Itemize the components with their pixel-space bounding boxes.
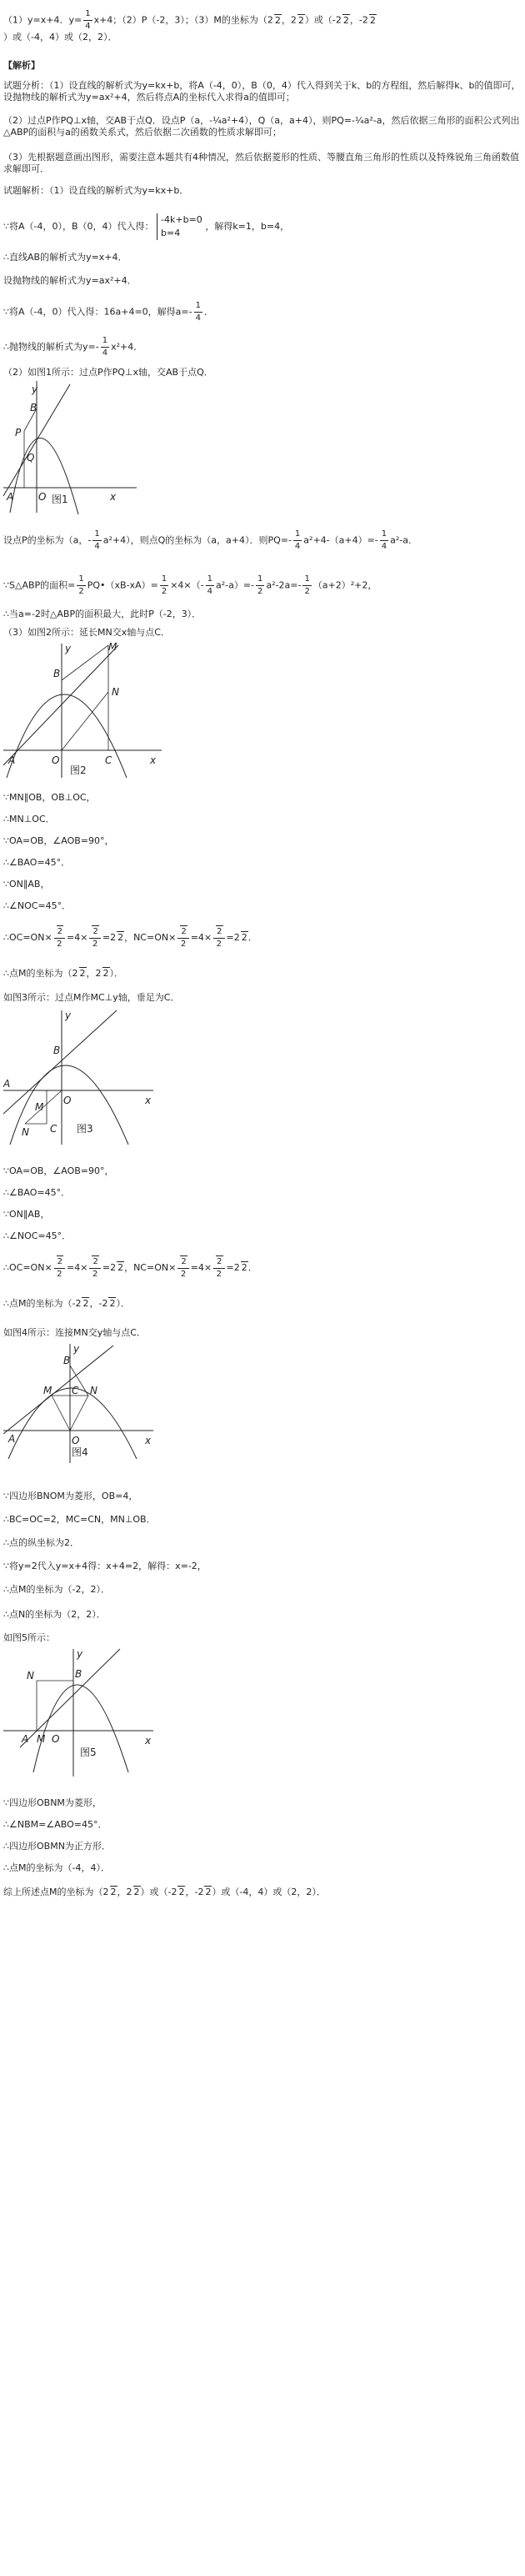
answer-line-1: （1）y=x+4．y= $\frac{1}{4}$ x+4；（2）P（-2，3）；（3）M的坐标为（2 2，2 2）或（-2 2，-2 2 bbox=[3, 9, 376, 31]
fig2-label: C bbox=[105, 754, 112, 766]
fig5-label: y bbox=[77, 1648, 83, 1660]
solution-line: 设点P的坐标为（a，- $\frac{1}{4}$ a²+4），则点Q的坐标为（a，a+4）．则PQ=- $\frac{1}{4}$ a²+4-（a+4）=- $\frac{1}{4}$ a²-a． bbox=[3, 529, 418, 551]
fig5-label: N bbox=[27, 1670, 34, 1681]
solution-line: ∴OC=ON× $\frac{2}{2}$ =4× $\frac{2}{2}$ =2 2，NC=ON× $\frac{2}{2}$ =4× $\frac{2}{2}$ =2 2． bbox=[3, 927, 258, 949]
fig2-label: B bbox=[53, 668, 61, 679]
solution-line: ∵OA=OB，∠AOB=90°， bbox=[3, 835, 114, 846]
solution-line: ∴点M的坐标为（-2，2）． bbox=[3, 1584, 110, 1595]
solution-line: ∵OA=OB，∠AOB=90°， bbox=[3, 1165, 114, 1176]
answer-line-2: ）或（-4，4）或（2，2）． bbox=[3, 32, 118, 43]
fig2-label: y bbox=[65, 643, 72, 654]
figure-2 bbox=[3, 640, 170, 782]
solution-line: ∴BC=OC=2，MC=CN，MN⊥OB． bbox=[3, 1514, 156, 1525]
solution-line: ∴当a=-2时△ABP的面积最大，此时P（-2，3）． bbox=[3, 609, 202, 619]
fig3-label: B bbox=[53, 1045, 61, 1056]
solution-line: ∴∠NBM=∠ABO=45°． bbox=[3, 1819, 108, 1830]
fig3-label: M bbox=[35, 1101, 44, 1113]
fig5-label: M bbox=[37, 1733, 46, 1745]
fig3-label: x bbox=[145, 1095, 152, 1106]
fig3-label: O bbox=[63, 1095, 72, 1106]
fig4-label: x bbox=[145, 1435, 152, 1446]
fig4-label: N bbox=[90, 1385, 98, 1396]
solution-line: ∴点的纵坐标为2． bbox=[3, 1537, 79, 1548]
solution-line: ∵ON∥AB， bbox=[3, 1209, 50, 1220]
analysis-part1: 试题分析：（1）设直线的解析式为y=kx+b，将A（-4，0），B（0，4）代入得到关于k、b的方程组，然后解得k、b的值即可，设抛物线的解析式为y=ax²+4，然后将点A的坐标代入求得a的值即可； bbox=[3, 80, 521, 103]
solution-line: ∴点M的坐标为（-2 2，-2 2）． bbox=[3, 1298, 130, 1309]
solution-line: ∴直线AB的解析式为y=x+4． bbox=[3, 252, 128, 263]
fig2-label: N bbox=[112, 686, 119, 698]
fig3-label: N bbox=[22, 1126, 29, 1138]
solution-line: ∵将A（-4，0）代入得：16a+4=0，解得a=- $\frac{1}{4}$ ． bbox=[3, 301, 213, 323]
solution-line: ∵将y=2代入y=x+4得：x+4=2，解得：x=-2， bbox=[3, 1561, 207, 1571]
solution-line: ∵将A（-4，0），B（0，4）代入得： -4k+b=0 b=4 ，解得k=1，b=4， bbox=[3, 214, 290, 238]
solution-line: ∴点N的坐标为（2，2）． bbox=[3, 1609, 106, 1620]
solution-line: 如图4所示：连接MN交y轴与点C． bbox=[3, 1327, 146, 1338]
figure-5 bbox=[3, 1647, 162, 1781]
fig4-label: A bbox=[8, 1433, 16, 1445]
fig3-label: C bbox=[50, 1123, 58, 1135]
solution-line: ∴点M的坐标为（2 2，2 2）． bbox=[3, 968, 123, 979]
analysis-part3: （3）先根据题意画出图形，需要注意本题共有4种情况，然后依据菱形的性质、等腰直角三角形的性质以及特殊锐角三角函数值求解即可． bbox=[3, 152, 519, 174]
fig4-caption: 图4 bbox=[72, 1446, 88, 1458]
analysis-heading: 【解析】 bbox=[3, 60, 40, 71]
solution-line: ∴∠NOC=45°． bbox=[3, 1230, 72, 1241]
fig1-label: P bbox=[15, 427, 22, 439]
fig4-label: C bbox=[72, 1385, 79, 1396]
fig5-label: B bbox=[75, 1668, 82, 1680]
fig2-label: O bbox=[52, 754, 60, 766]
fig2-label: A bbox=[8, 754, 16, 766]
figure-3 bbox=[3, 1007, 162, 1149]
fig1-label: O bbox=[38, 491, 47, 503]
fig5-caption: 图5 bbox=[80, 1747, 97, 1758]
fig1-label: y bbox=[32, 383, 38, 395]
fig2-caption: 图2 bbox=[70, 764, 87, 776]
solution-line: 如图5所示： bbox=[3, 1632, 55, 1643]
solution-line: ∵ON∥AB， bbox=[3, 879, 50, 890]
solution-line: 设抛物线的解析式为y=ax²+4． bbox=[3, 275, 137, 286]
solution-line: ∴抛物线的解析式为y=- $\frac{1}{4}$ x²+4． bbox=[3, 336, 143, 358]
solution-line: ∴点M的坐标为（-4，4）． bbox=[3, 1862, 110, 1873]
fig1-label: x bbox=[110, 491, 117, 503]
solution-line: ∴OC=ON× $\frac{2}{2}$ =4× $\frac{2}{2}$ =2 2，NC=ON× $\frac{2}{2}$ =4× $\frac{2}{2}$ =2 2． bbox=[3, 1257, 258, 1279]
fraction: $\frac{1}{4}$ bbox=[85, 9, 91, 31]
fig2-label: M bbox=[108, 641, 118, 653]
fig1-caption: 图1 bbox=[52, 494, 68, 505]
fig5-label: A bbox=[22, 1733, 29, 1745]
fig1-label: A bbox=[7, 491, 14, 503]
fig4-label: B bbox=[63, 1355, 71, 1366]
solution-line: ∵MN∥OB，OB⊥OC， bbox=[3, 792, 96, 803]
solution-line: ∴MN⊥OC． bbox=[3, 814, 55, 824]
solution-line: ∴∠BAO=45°． bbox=[3, 1187, 71, 1198]
fig3-caption: 图3 bbox=[77, 1123, 93, 1135]
fig1-label: Q bbox=[27, 452, 35, 464]
fig1-label: B bbox=[30, 402, 38, 413]
solution-line: （2）如图1所示：过点P作PQ⊥x轴，交AB于点Q． bbox=[3, 367, 213, 378]
solution-line: ∴∠BAO=45°． bbox=[3, 857, 71, 868]
fig5-label: x bbox=[145, 1735, 152, 1747]
figure-4 bbox=[3, 1342, 162, 1467]
fig4-label: O bbox=[72, 1435, 80, 1446]
solution-line: （3）如图2所示：延长MN交x轴与点C． bbox=[3, 627, 170, 638]
solution-line: ∵四边形OBNM为菱形， bbox=[3, 1797, 102, 1808]
fig4-label: y bbox=[73, 1343, 80, 1355]
solution-line: 试题解析：（1）设直线的解析式为y=kx+b． bbox=[3, 185, 189, 196]
solution-line: ∵四边形BNOM为菱形，OB=4， bbox=[3, 1491, 138, 1501]
fig4-label: M bbox=[43, 1385, 52, 1396]
fig2-label: x bbox=[150, 754, 157, 766]
fig5-label: O bbox=[52, 1733, 60, 1745]
solution-line: ∵S△ABP的面积= $\frac{1}{2}$ PQ•（xB-xA）= $\frac{1}{2}$ ×4×（- $\frac{1}{4}$ a²-a）=- $\frac{1}{2}$ a²-2a=- $\frac{1}{2}$ （a+2）²+2， bbox=[3, 574, 378, 596]
solution-line: 综上所述点M的坐标为（2 2，2 2）或（-2 2，-2 2）或（-4，4）或（2，2）． bbox=[3, 1887, 326, 1897]
figure-1 bbox=[3, 379, 145, 517]
solution-line: 如图3所示：过点M作MC⊥y轴，垂足为C． bbox=[3, 992, 180, 1003]
fig3-label: y bbox=[65, 1010, 72, 1021]
solution-line: ∴∠NOC=45°． bbox=[3, 900, 72, 911]
solution-line: ∴四边形OBMN为正方形． bbox=[3, 1841, 111, 1852]
fig3-label: A bbox=[3, 1078, 11, 1090]
analysis-part2: （2）过点P作PQ⊥x轴，交AB于点Q．设点P（a，-¼a²+4），Q（a，a+4），则PQ=-¼a²-a，然后依据三角形的面积公式列出△ABP的面积与a的函数关系式，然后依据二次函数的性质求解即可； bbox=[3, 115, 520, 138]
